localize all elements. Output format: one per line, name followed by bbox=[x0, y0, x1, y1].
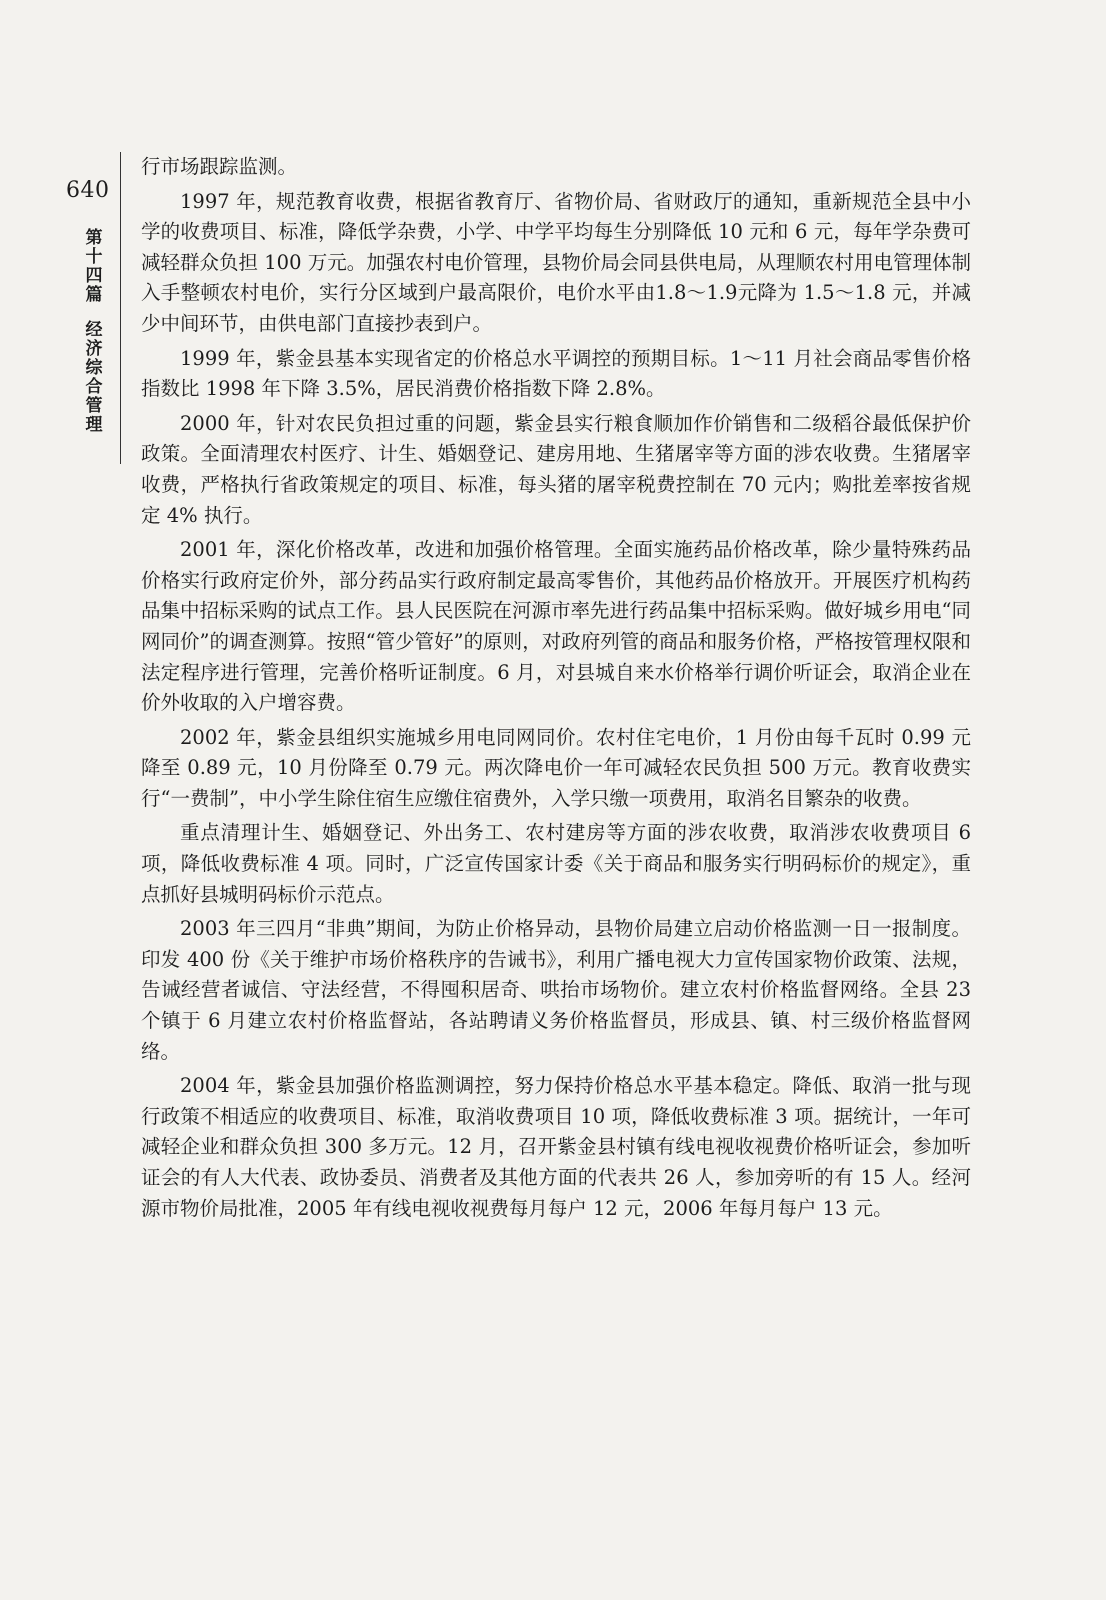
paragraph: 2000 年，针对农民负担过重的问题，紫金县实行粮食顺加作价销售和二级稻谷最低保护价政策。全面清理农村医疗、计生、婚姻登记、建房用地、生猪屠宰等方面的涉农收费。生猪屠宰收费，严格执行省政策规定的项目、标准，每头猪的屠宰税费控制在 70 元内；购批差率按省规定 4% 执行。 bbox=[141, 411, 971, 527]
section-label: 经济综合管理 bbox=[81, 320, 102, 434]
paragraph: 行市场跟踪监测。 bbox=[141, 155, 298, 178]
body-text bbox=[141, 152, 971, 1228]
side-tab bbox=[78, 228, 104, 434]
paragraph: 2002 年，紫金县组织实施城乡用电同网同价。农村住宅电价，1 月份由每千瓦时 0.99 元降至 0.89 元，10 月份降至 0.79 元。两次降电价一年可减轻农民负担 500 万元。教育收费实行“一费制”，中小学生除住宿生应缴住宿费外，入学只缴一项费用，取消名目繁杂的收费。 bbox=[141, 725, 971, 810]
paragraph: 重点清理计生、婚姻登记、外出务工、农村建房等方面的涉农收费，取消涉农收费项目 6 项，降低收费标准 4 项。同时，广泛宣传国家计委《关于商品和服务实行明码标价的规定》，重点抓好县城明码标价示范点。 bbox=[141, 821, 971, 906]
paragraph: 1997 年，规范教育收费，根据省教育厅、省物价局、省财政厅的通知，重新规范全县中小学的收费项目、标准，降低学杂费，小学、中学平均每生分别降低 10 元和 6 元，每年学杂费可减轻群众负担 100 万元。加强农村电价管理，县物价局会同县供电局，从理顺农村用电管理体制入手整顿农村电价，实行分区域到户最高限价，电价水平由1.8～1.9元降为 1.5～1.8 元，并减少中间环节，由供电部门直接抄表到户。 bbox=[141, 189, 971, 335]
paragraph: 2001 年，深化价格改革，改进和加强价格管理。全面实施药品价格改革，除少量特殊药品价格实行政府定价外，部分药品实行政府制定最高零售价，其他药品价格放开。开展医疗机构药品集中招标采购的试点工作。县人民医院在河源市率先进行药品集中招标采购。做好城乡用电“同网同价”的调查测算。按照“管少管好”的原则，对政府列管的商品和服务价格，严格按管理权限和法定程序进行管理，完善价格听证制度。6 月，对县城自来水价格举行调价听证会，取消企业在价外收取的入户增容费。 bbox=[141, 538, 971, 715]
paragraph: 2003 年三四月“非典”期间，为防止价格异动，县物价局建立启动价格监测一日一报制度。印发 400 份《关于维护市场价格秩序的告诫书》，利用广播电视大力宣传国家物价政策、法规，告诫经营者诚信、守法经营，不得囤积居奇、哄抬市场物价。建立农村价格监督网络。全县 23 个镇于 6 月建立农村价格监督站，各站聘请义务价格监督员，形成县、镇、村三级价格监督网络。 bbox=[141, 917, 971, 1063]
paragraph: 1999 年，紫金县基本实现省定的价格总水平调控的预期目标。1～11 月社会商品零售价格指数比 1998 年下降 3.5%，居民消费价格指数下降 2.8%。 bbox=[141, 346, 971, 401]
part-label: 第十四篇 bbox=[81, 228, 102, 304]
page-number: 640 bbox=[66, 178, 110, 203]
margin-rule bbox=[120, 152, 121, 464]
paragraph: 2004 年，紫金县加强价格监测调控，努力保持价格总水平基本稳定。降低、取消一批与现行政策不相适应的收费项目、标准，取消收费项目 10 项，降低收费标准 3 项。据统计，一年可减轻企业和群众负担 300 多万元。12 月，召开紫金县村镇有线电视收视费价格听证会，参加听证会的有人大代表、政协委员、消费者及其他方面的代表共 26 人，参加旁听的有 15 人。经河源市物价局批准，2005 年有线电视收视费每月每户 12 元，2006 年每月每户 13 元。 bbox=[141, 1074, 971, 1220]
